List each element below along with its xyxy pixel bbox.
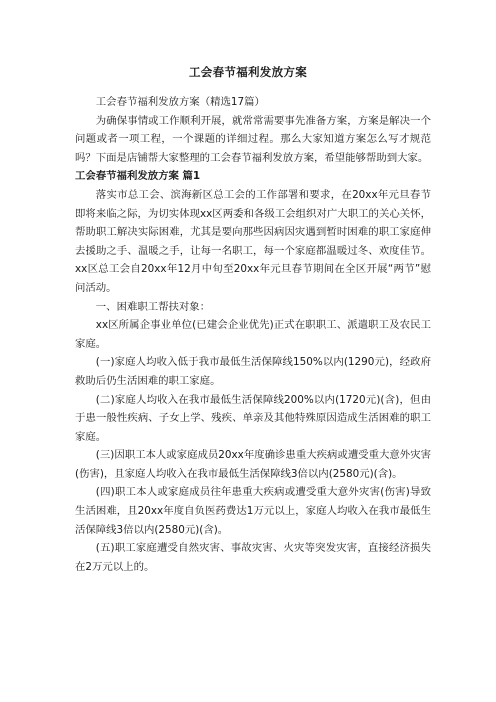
paragraph: (一)家庭人均收入低于我市最低生活保障线150%以内(1290元)，经政府救助后仍生活困难的职工家庭。 [75, 356, 431, 387]
paragraph: xx区所属企事业单位(已建会企业优先)正式在职职工、派遣职工及农民工家庭。 [75, 319, 431, 350]
paragraph: 落实市总工会、滨海新区总工会的工作部署和要求，在20xx年元旦春节即将来临之际，为切实体现xx区两委和各级工会组织对广大职工的关心关怀，帮助职工解决实际困难，尤其是要向那些因病因灾遇到暂时困难的职工家庭伸去援助之手、温暖之手，让每一名职工，每一个家庭都温暖过冬、欢度佳节。xx区总工会自20xx年12月中旬至20xx年元旦春节期间在全区开展“两节”慰问活动。 [75, 188, 431, 294]
document-title: 工会春节福利发放方案 [189, 65, 307, 79]
paragraph: (五)职工家庭遭受自然灾害、事故灾害、火灾等突发灾害，直接经济损失在2万元以上的。 [75, 542, 431, 573]
section-heading: 工会春节福利发放方案 篇1 [75, 170, 201, 183]
paragraph: (四)职工本人或家庭成员往年患重大疾病或遭受重大意外灾害(伤害)导致生活困难，且20xx年度自负医药费达1万元以上，家庭人均收入在我市最低生活保障线3倍以内(2580元)(含)。 [75, 486, 431, 536]
paragraph-subtitle: 工会春节福利发放方案（精选17篇） [95, 96, 265, 108]
paragraph: (三)因职工本人或家庭成员20xx年度确诊患重大疾病或遭受重大意外灾害(伤害)，且家庭人均收入在我市最低生活保障线3倍以内(2580元)(含)。 [75, 449, 431, 480]
document-body [75, 93, 431, 576]
paragraph: 一、困难职工帮扶对象： [95, 300, 211, 313]
paragraph: (二)家庭人均收入在我市最低生活保障线200%以内(1720元)(含)，但由于患一般性疾病、子女上学、残疾、单亲及其他特殊原因造成生活困难的职工家庭。 [75, 393, 431, 443]
paragraph-intro: 为确保事情或工作顺利开展，就常常需要事先准备方案，方案是解决一个问题或者一项工程，一个课题的详细过程。那么大家知道方案怎么写才规范吗？下面是店铺帮大家整理的工会春节福利发放方案，希望能够帮助到大家。 [75, 114, 431, 164]
